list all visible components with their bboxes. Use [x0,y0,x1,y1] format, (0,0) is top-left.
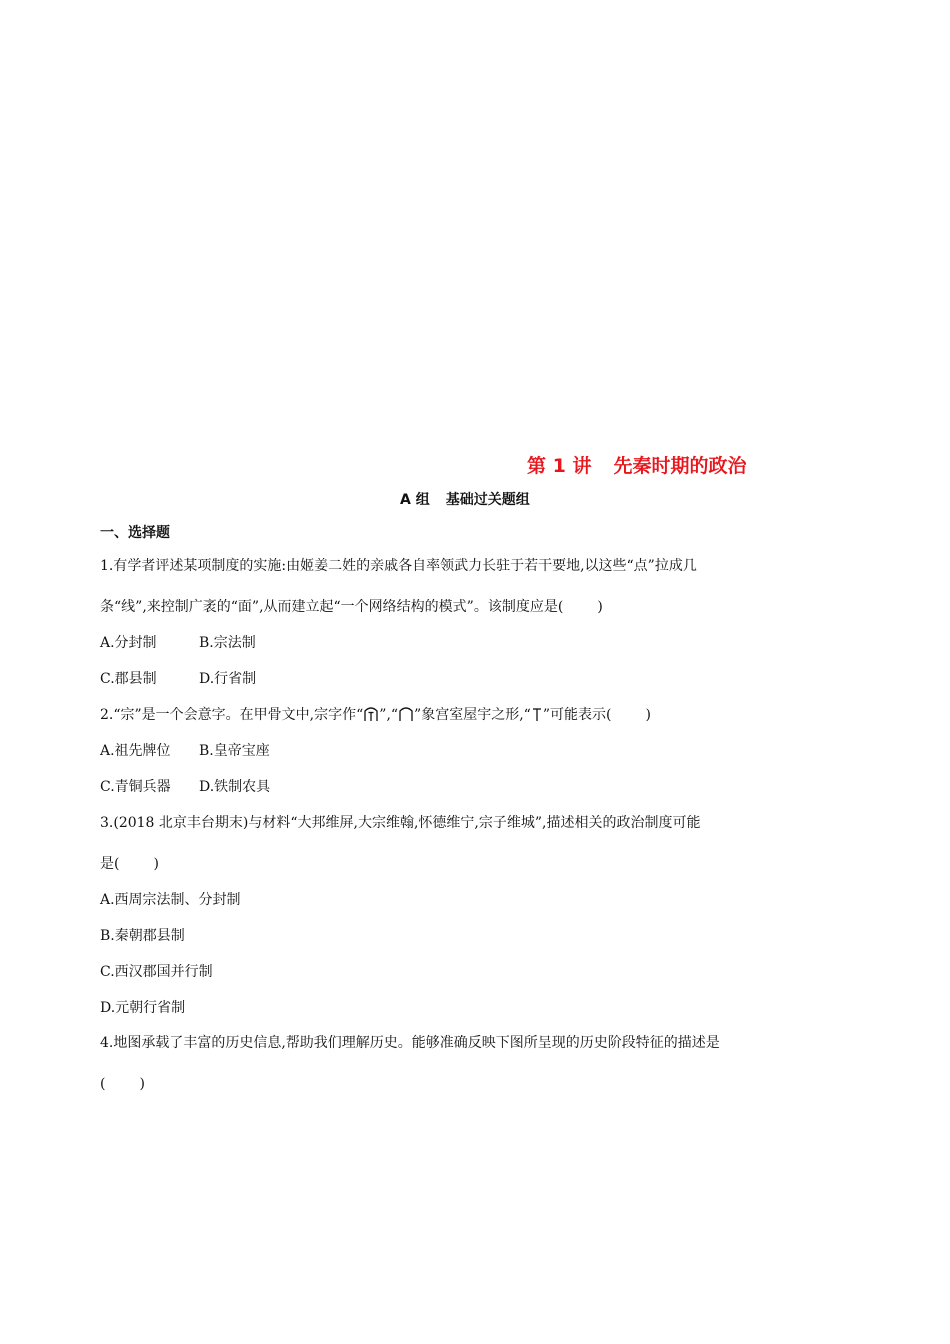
q4-paren-close: ) [139,1076,145,1092]
q3-option-a: A.西周宗法制、分封制 [100,892,241,908]
group-label: A 组 [400,492,430,508]
q1-stem-text: 条“线”,来控制广袤的“面”,从而建立起“一个网络结构的模式”。该制度应是( [100,599,564,615]
lecture-topic: 先秦时期的政治 [613,455,747,477]
q1-options-row2 [100,669,256,689]
q2-stem-part1: 2.“宗”是一个会意字。在甲骨文中,宗字作“ [100,707,364,723]
q3-option-b: B.秦朝郡县制 [100,928,185,944]
oracle-zong-glyph-icon [363,705,379,723]
q2-stem-part4: ”可能表示( [542,707,612,723]
q2-stem-part2: ”,“ [379,707,399,723]
q4-stem-line2 [100,1074,145,1094]
page-title [527,451,746,478]
section-heading: 一、选择题 [100,525,170,541]
q1-stem-line1: 1.有学者评述某项制度的实施:由姬姜二姓的亲戚各自率领武力长驻于若干要地,以这些“点”拉成几 [100,558,697,574]
q3-stem-line1: 3.(2018 北京丰台期末)与材料“大邦维屏,大宗维翰,怀德维宁,宗子维城”,描述相关的政治制度可能 [100,815,701,831]
q2-options-row1 [100,741,270,761]
q1-option-d: D.行省制 [199,671,257,687]
q3-paren-close: ) [153,856,159,872]
q1-option-b: B.宗法制 [199,635,256,651]
q2-option-d: D.铁制农具 [199,779,271,795]
q1-options-row1 [100,633,256,653]
q1-paren-close: ) [597,599,603,615]
lecture-number: 第 1 讲 [527,455,592,477]
q4-stem-line1: 4.地图承载了丰富的历史信息,帮助我们理解历史。能够准确反映下图所呈现的历史阶段特征的描述是 [100,1035,720,1051]
q4-paren-open: ( [100,1076,106,1092]
oracle-roof-glyph-icon [398,705,414,723]
q1-stem-line2 [100,597,603,617]
q2-stem [100,705,651,725]
oracle-altar-glyph-icon [531,705,543,723]
q1-option-c: C.郡县制 [100,671,157,687]
q1-option-a: A.分封制 [100,635,157,651]
q3-stem-line2 [100,854,159,874]
group-heading [400,489,530,509]
q2-options-row2 [100,777,270,797]
q2-stem-part3: ”象宫室屋宇之形,“ [414,707,531,723]
q3-option-d: D.元朝行省制 [100,1000,186,1016]
q3-stem-text: 是( [100,856,120,872]
q2-paren-close: ) [645,707,651,723]
q2-option-c: C.青铜兵器 [100,779,171,795]
q2-option-b: B.皇帝宝座 [199,743,270,759]
q2-option-a: A.祖先牌位 [100,743,171,759]
q3-option-c: C.西汉郡国并行制 [100,964,213,980]
group-name: 基础过关题组 [445,492,530,508]
